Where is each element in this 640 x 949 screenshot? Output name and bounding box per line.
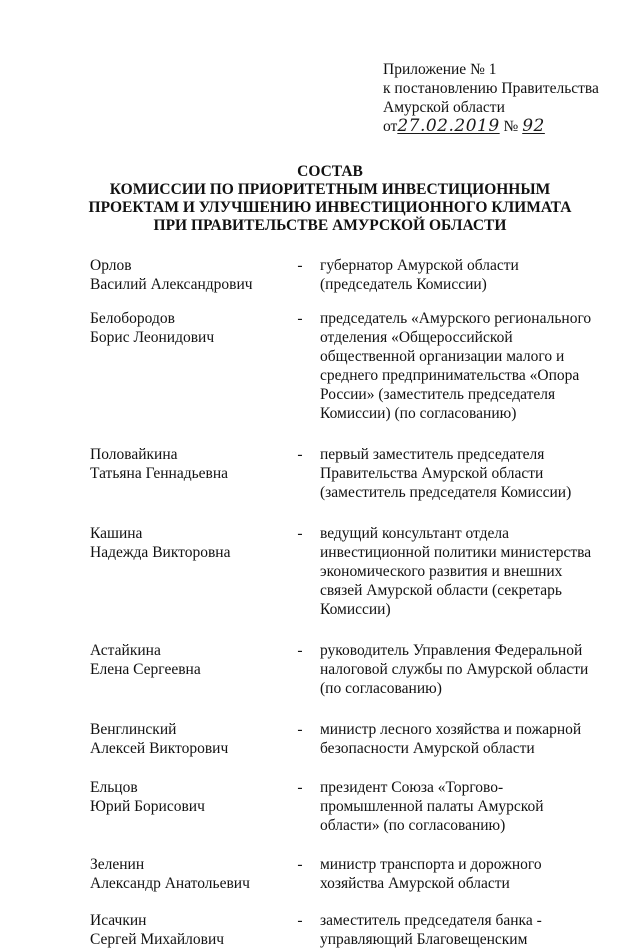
member-given-names: Юрий Борисович [90,798,205,815]
member-role [320,256,596,294]
member-surname: Исачкин [90,912,147,929]
title-line-2: КОМИССИИ ПО ПРИОРИТЕТНЫМ ИНВЕСТИЦИОННЫМ [109,181,551,198]
member-role-line: (заместитель председателя Комиссии) [320,484,572,501]
member-role [320,720,596,758]
document-title [60,163,600,235]
title-line-1: СОСТАВ [297,163,363,180]
appendix-region: Амурской области [383,99,505,116]
member-row [90,855,600,893]
member-row [90,720,600,758]
member-role-line: ведущий консультант отдела [320,525,509,542]
member-name [90,309,280,347]
member-name [90,524,280,562]
member-role-line: (по согласованию) [320,680,442,697]
member-role-line: губернатор Амурской области [320,257,519,274]
member-role-line: среднего предпринимательства «Опора [320,367,580,384]
handwritten-number: 92 [522,116,545,136]
member-given-names: Борис Леонидович [90,329,215,346]
member-role-line: отделения «Общероссийской [320,329,513,346]
member-role-line: хозяйства Амурской области [320,875,510,892]
member-role [320,524,596,619]
member-role-line: первый заместитель председателя [320,446,545,463]
member-dash: - [297,310,303,327]
member-surname: Астайкина [90,642,161,659]
member-surname: Белобородов [90,310,175,327]
member-given-names: Надежда Викторовна [90,544,231,561]
member-role-line: безопасности Амурской области [320,740,535,757]
member-dash: - [297,525,303,542]
member-row [90,911,600,949]
member-dash: - [297,912,303,929]
member-dash: - [297,856,303,873]
number-sign: № [503,118,519,135]
member-row [90,641,600,698]
member-role-line: Правительства Амурской области [320,465,544,482]
member-given-names: Александр Анатольевич [90,875,250,892]
member-given-names: Василий Александрович [90,276,253,293]
member-surname: Кашина [90,525,143,542]
member-role-line: России» (заместитель председателя [320,386,556,403]
date-prefix: от [383,118,398,135]
member-name [90,778,280,816]
member-role-line: управляющий Благовещенским [320,931,528,948]
member-role [320,641,596,698]
member-role-line: (председатель Комиссии) [320,276,487,293]
members-list [90,256,600,949]
member-role-line: руководитель Управления Федеральной [320,642,583,659]
member-given-names: Елена Сергеевна [90,661,201,678]
member-surname: Венглинский [90,721,177,738]
member-surname: Половайкина [90,446,178,463]
member-given-names: Сергей Михайлович [90,931,225,948]
member-role-line: инвестиционной политики министерства [320,544,592,561]
appendix-resolution: к постановлению Правительства [383,80,599,97]
member-dash: - [297,721,303,738]
member-role [320,855,596,893]
member-role-line: промышленной палаты Амурской [320,798,544,815]
member-role-line: общественной организации малого и [320,348,565,365]
handwritten-date: 27.02.2019 [397,116,500,136]
appendix-header [383,60,623,136]
member-given-names: Татьяна Геннадьевна [90,465,229,482]
member-name [90,911,280,949]
member-dash: - [297,779,303,796]
member-surname: Зеленин [90,856,145,873]
member-given-names: Алексей Викторович [90,740,229,757]
member-dash: - [297,257,303,274]
member-role-line: министр транспорта и дорожного [320,856,542,873]
member-role [320,445,596,502]
member-name [90,641,280,679]
member-row [90,309,600,423]
member-surname: Ельцов [90,779,138,796]
member-row [90,445,600,502]
member-role-line: связей Амурской области (секретарь [320,582,562,599]
member-row [90,524,600,619]
member-role [320,778,596,835]
member-name [90,720,280,758]
appendix-title: Приложение № 1 [383,61,497,78]
member-row [90,778,600,835]
member-name [90,256,280,294]
member-role [320,309,596,423]
member-name [90,445,280,483]
member-dash: - [297,642,303,659]
member-role-line: налоговой службы по Амурской области [320,661,589,678]
member-role-line: министр лесного хозяйства и пожарной [320,721,582,738]
member-role-line: Комиссии) (по согласованию) [320,405,517,422]
title-line-3: ПРОЕКТАМ И УЛУЧШЕНИЮ ИНВЕСТИЦИОННОГО КЛИМАТА [88,199,572,216]
title-line-4: ПРИ ПРАВИТЕЛЬСТВЕ АМУРСКОЙ ОБЛАСТИ [153,217,507,234]
member-role-line: экономического развития и внешних [320,563,563,580]
appendix-date-row [383,117,623,136]
member-role-line: председатель «Амурского регионального [320,310,592,327]
member-role [320,911,596,949]
member-row [90,256,600,294]
member-surname: Орлов [90,257,132,274]
member-name [90,855,280,893]
member-role-line: Комиссии) [320,601,391,618]
member-role-line: области» (по согласованию) [320,817,506,834]
member-role-line: президент Союза «Торгово- [320,779,504,796]
member-dash: - [297,446,303,463]
member-role-line: заместитель председателя банка - [320,912,542,929]
